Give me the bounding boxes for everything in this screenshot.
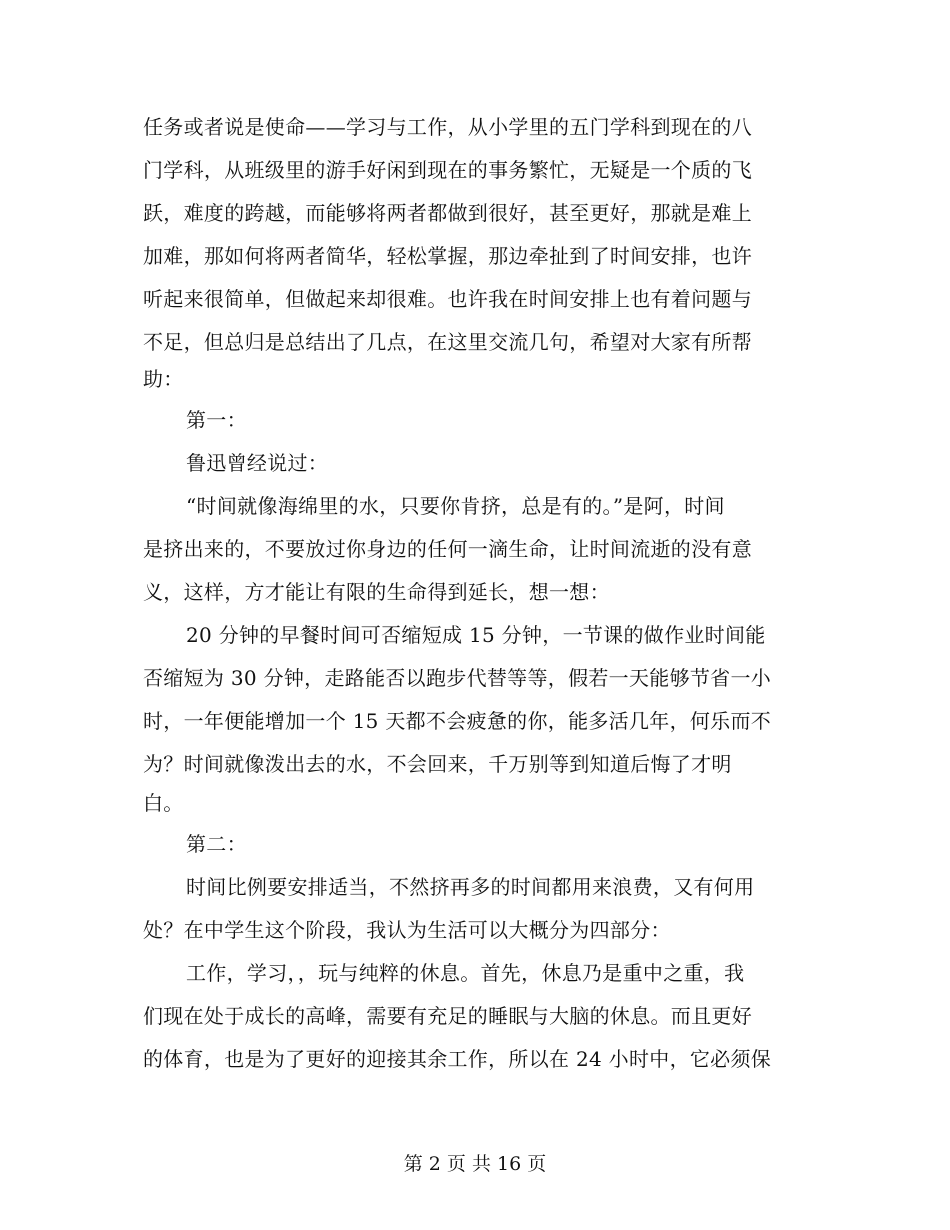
body-line: 鲁迅曾经说过： [186, 451, 329, 475]
body-line: 听起来很简单，但做起来却很难。也许我在时间安排上也有着问题与 [143, 287, 752, 311]
body-line: 助： [143, 367, 184, 391]
body-line: 义，这样，方才能让有限的生命得到延长，想一想： [143, 580, 610, 604]
body-line: 工作，学习，，玩与纯粹的休息。首先，休息乃是重中之重，我 [186, 961, 745, 985]
page-number-footer: 第 2 页 共 16 页 [403, 1153, 547, 1175]
quote-line: “时间就像海绵里的水，只要你肯挤，总是有的。”是阿，时间 [186, 494, 725, 518]
body-line: 加难，那如何将两者简华，轻松掌握，那边牵扯到了时间安排，也许 [143, 244, 752, 268]
body-line: 白。 [143, 791, 184, 815]
body-line: 时间比例要安排适当，不然挤再多的时间都用来浪费，又有何用 [186, 875, 755, 899]
body-line: 时，一年便能增加一个 15 天都不会疲惫的你，能多活几年，何乐而不 [143, 709, 772, 733]
body-line: 不足，但总归是总结出了几点，在这里交流几句，希望对大家有所帮 [143, 330, 752, 354]
body-line: 跃，难度的跨越，而能够将两者都做到很好，甚至更好，那就是难上 [143, 201, 752, 225]
body-line: 处？在中学生这个阶段，我认为生活可以大概分为四部分： [143, 918, 671, 942]
body-line: 们现在处于成长的高峰，需要有充足的睡眠与大脑的休息。而且更好 [143, 1004, 752, 1028]
body-line: 20 分钟的早餐时间可否缩短成 15 分钟，一节课的做作业时间能 [186, 623, 766, 647]
body-line: 是挤出来的，不要放过你身边的任何一滴生命，让时间流逝的没有意 [143, 537, 752, 561]
body-line: 为？时间就像泼出去的水，不会回来，千万别等到知道后悔了才明 [143, 752, 732, 776]
body-line: 的体育，也是为了更好的迎接其余工作，所以在 24 小时中，它必须保 [143, 1047, 772, 1071]
body-line: 任务或者说是使命——学习与工作，从小学里的五门学科到现在的八 [143, 115, 752, 139]
body-line: 否缩短为 30 分钟，走路能否以跑步代替等等，假若一天能够节省一小 [143, 666, 772, 690]
body-line: 门学科，从班级里的游手好闲到现在的事务繁忙，无疑是一个质的飞 [143, 158, 752, 182]
section-heading: 第二： [186, 832, 247, 856]
section-heading: 第一： [186, 408, 247, 432]
